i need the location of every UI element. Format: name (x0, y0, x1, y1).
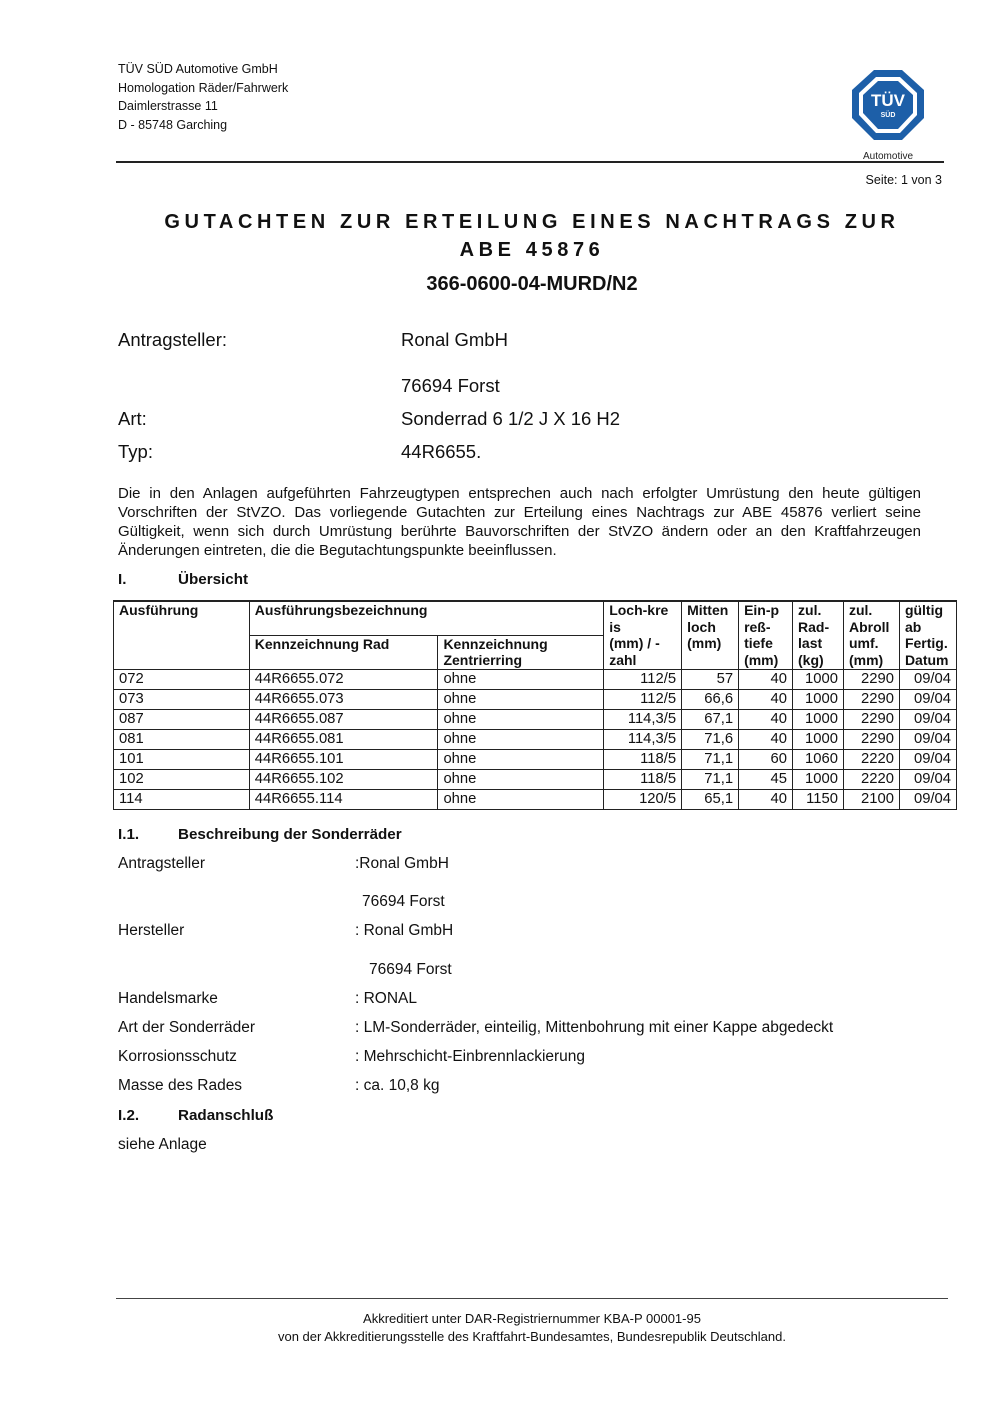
cell-gueltig: 09/04 (899, 749, 956, 769)
art-label: Art: (118, 408, 147, 429)
cell-ausfuehrung: 073 (114, 689, 250, 709)
desc-masse-label: Masse des Rades (118, 1077, 243, 1094)
header-radlast-b: last (kg) (793, 635, 844, 669)
section-title: Beschreibung der Sonderräder (178, 826, 402, 843)
header-divider (116, 161, 944, 163)
header-gueltig-a: gültig ab (899, 601, 956, 635)
desc-hersteller-label: Hersteller (118, 922, 185, 939)
desc-korrosion-label: Korrosionsschutz (118, 1048, 237, 1065)
cell-kz-rad: 44R6655.101 (249, 749, 438, 769)
cell-einpress: 40 (739, 789, 793, 809)
address-line: Homologation Räder/Fahrwerk (118, 80, 289, 95)
header-radlast-a: zul. Rad- (793, 601, 844, 635)
logo-caption: Automotive (862, 151, 914, 162)
cell-kz-rad: 44R6655.072 (249, 669, 438, 689)
desc-art-value: : LM-Sonderräder, einteilig, Mittenbohrung mit einer Kappe abgedeckt (355, 1019, 834, 1036)
cell-radlast: 1060 (793, 749, 844, 769)
footer (116, 1310, 948, 1346)
cell-abroll: 2100 (843, 789, 899, 809)
document-title (120, 208, 944, 264)
document-number: 366-0600-04-MURD/N2 (426, 273, 638, 295)
header-blank (114, 635, 250, 669)
header-einpress-b: tiefe (mm) (739, 635, 793, 669)
footer-divider (116, 1298, 948, 1299)
table-row (114, 689, 957, 709)
cell-kz-rad: 44R6655.114 (249, 789, 438, 809)
cell-kz-rad: 44R6655.102 (249, 769, 438, 789)
header-gueltig-b: Fertig. Datum (899, 635, 956, 669)
cell-gueltig: 09/04 (899, 669, 956, 689)
logo-sub-text: SÜD (880, 112, 896, 119)
cell-lochkreis: 112/5 (604, 689, 682, 709)
address-line: TÜV SÜD Automotive GmbH (118, 62, 278, 76)
section-number: I.1. (118, 826, 140, 843)
cell-lochkreis: 118/5 (604, 749, 682, 769)
cell-mittenloch: 65,1 (682, 789, 739, 809)
header-abroll-b: umf. (mm) (843, 635, 899, 669)
cell-lochkreis: 118/5 (604, 769, 682, 789)
logo-text: TÜV (871, 91, 905, 110)
header-mittenloch-b: (mm) (682, 635, 739, 669)
cell-gueltig: 09/04 (899, 729, 956, 749)
sender-address (118, 60, 288, 134)
title-line-1: GUTACHTEN ZUR ERTEILUNG EINES NACHTRAGS ZUR (164, 211, 900, 233)
cell-einpress: 45 (739, 769, 793, 789)
cell-kz-rad: 44R6655.087 (249, 709, 438, 729)
cell-mittenloch: 67,1 (682, 709, 739, 729)
address-line: D - 85748 Garching (118, 117, 228, 132)
table-row (114, 749, 957, 769)
table-row (114, 729, 957, 749)
header-lochkreis-a: Loch-kre is (604, 601, 682, 635)
desc-hersteller-city: 76694 Forst (369, 961, 452, 978)
applicant-label: Antragsteller: (118, 329, 227, 350)
cell-radlast: 1000 (793, 769, 844, 789)
cell-lochkreis: 114,3/5 (604, 709, 682, 729)
cell-einpress: 40 (739, 709, 793, 729)
cell-kz-zentrierring: ohne (438, 749, 604, 769)
cell-mittenloch: 66,6 (682, 689, 739, 709)
cell-radlast: 1000 (793, 709, 844, 729)
cell-ausfuehrung: 081 (114, 729, 250, 749)
section-title: Radanschluß (178, 1107, 274, 1124)
section-number: I.2. (118, 1107, 140, 1124)
desc-handelsmarke-label: Handelsmarke (118, 990, 218, 1007)
cell-kz-rad: 44R6655.073 (249, 689, 438, 709)
table-row (114, 709, 957, 729)
cell-abroll: 2290 (843, 729, 899, 749)
header-lochkreis-b: (mm) / -zahl (604, 635, 682, 669)
cell-abroll: 2290 (843, 669, 899, 689)
desc-antragsteller-city: 76694 Forst (362, 893, 445, 910)
tuv-logo (848, 66, 928, 162)
table-row (114, 669, 957, 689)
cell-ausfuehrung: 102 (114, 769, 250, 789)
cell-mittenloch: 71,6 (682, 729, 739, 749)
header-mittenloch-a: Mitten loch (682, 601, 739, 635)
cell-kz-rad: 44R6655.081 (249, 729, 438, 749)
cell-mittenloch: 71,1 (682, 749, 739, 769)
desc-art-label: Art der Sonderräder (118, 1019, 255, 1036)
section-title: Übersicht (178, 571, 249, 588)
title-line-2: ABE 45876 (459, 239, 605, 261)
cell-ausfuehrung: 114 (114, 789, 250, 809)
cell-abroll: 2290 (843, 709, 899, 729)
intro-paragraph: Die in den Anlagen aufgeführten Fahrzeugtypen entsprechen auch nach erfolgter Umrüstung den heute gültigen Vorschriften der StVZO. Das vorliegende Gutachten zur Erteilung eines Nachtrags zur ABE 45876 verliert seine Gültigkeit, wenn sich durch Umrüstung berührte Bauvorschriften der StVZO ändern oder an den Kraftfahrzeugen Änderungen eintreten, die die Begutachtungspunkte beeinflussen. (118, 485, 921, 559)
cell-lochkreis: 120/5 (604, 789, 682, 809)
cell-ausfuehrung: 087 (114, 709, 250, 729)
radanschluss-text: siehe Anlage (118, 1136, 207, 1153)
section-heading-radanschluss (118, 1107, 273, 1124)
overview-table (113, 600, 957, 810)
cell-radlast: 1000 (793, 689, 844, 709)
cell-mittenloch: 71,1 (682, 769, 739, 789)
cell-ausfuehrung: 101 (114, 749, 250, 769)
cell-radlast: 1000 (793, 669, 844, 689)
desc-hersteller-value: : Ronal GmbH (355, 922, 454, 939)
cell-gueltig: 09/04 (899, 789, 956, 809)
address-line: Daimlerstrasse 11 (118, 99, 218, 114)
cell-ausfuehrung: 072 (114, 669, 250, 689)
cell-kz-zentrierring: ohne (438, 689, 604, 709)
cell-abroll: 2220 (843, 749, 899, 769)
applicant-name: Ronal GmbH (401, 329, 508, 350)
cell-gueltig: 09/04 (899, 769, 956, 789)
cell-gueltig: 09/04 (899, 709, 956, 729)
cell-abroll: 2290 (843, 689, 899, 709)
footer-line-2: von der Akkreditierungsstelle des Kraftfahrt-Bundesamtes, Bundesrepublik Deutschland. (277, 1329, 786, 1344)
desc-korrosion-value: : Mehrschicht-Einbrennlackierung (355, 1048, 586, 1065)
cell-kz-zentrierring: ohne (438, 709, 604, 729)
header-bezeichnung: Ausführungsbezeichnung (249, 601, 603, 635)
cell-gueltig: 09/04 (899, 689, 956, 709)
desc-handelsmarke-value: : RONAL (355, 990, 418, 1007)
cell-einpress: 40 (739, 689, 793, 709)
header-einpress-a: Ein-p reß- (739, 601, 793, 635)
cell-lochkreis: 114,3/5 (604, 729, 682, 749)
cell-lochkreis: 112/5 (604, 669, 682, 689)
cell-einpress: 60 (739, 749, 793, 769)
section-number: I. (118, 571, 127, 588)
page-number: Seite: 1 von 3 (865, 173, 942, 187)
desc-antragsteller-value: :Ronal GmbH (355, 855, 449, 872)
cell-kz-zentrierring: ohne (438, 769, 604, 789)
cell-kz-zentrierring: ohne (438, 789, 604, 809)
applicant-city: 76694 Forst (401, 375, 500, 396)
desc-antragsteller-label: Antragsteller (118, 855, 206, 872)
cell-abroll: 2220 (843, 769, 899, 789)
cell-kz-zentrierring: ohne (438, 729, 604, 749)
cell-radlast: 1000 (793, 729, 844, 749)
cell-radlast: 1150 (793, 789, 844, 809)
header-kz-zentrierring: Kennzeichnung Zentrierring (438, 635, 604, 669)
desc-masse-value: : ca. 10,8 kg (355, 1077, 440, 1094)
section-heading-description (118, 826, 402, 843)
header-abroll-a: zul. Abroll (843, 601, 899, 635)
table-row (114, 769, 957, 789)
cell-einpress: 40 (739, 729, 793, 749)
header-ausfuehrung: Ausführung (114, 601, 250, 635)
table-row (114, 789, 957, 809)
art-value: Sonderrad 6 1/2 J X 16 H2 (401, 408, 621, 429)
cell-kz-zentrierring: ohne (438, 669, 604, 689)
footer-line-1: Akkreditiert unter DAR-Registriernummer KBA-P 00001-95 (363, 1311, 701, 1326)
typ-label: Typ: (118, 441, 153, 462)
section-heading-overview (118, 571, 248, 588)
cell-einpress: 40 (739, 669, 793, 689)
tuv-octagon-icon (848, 66, 928, 162)
cell-mittenloch: 57 (682, 669, 739, 689)
header-kz-rad: Kennzeichnung Rad (249, 635, 438, 669)
typ-value: 44R6655. (401, 441, 482, 462)
